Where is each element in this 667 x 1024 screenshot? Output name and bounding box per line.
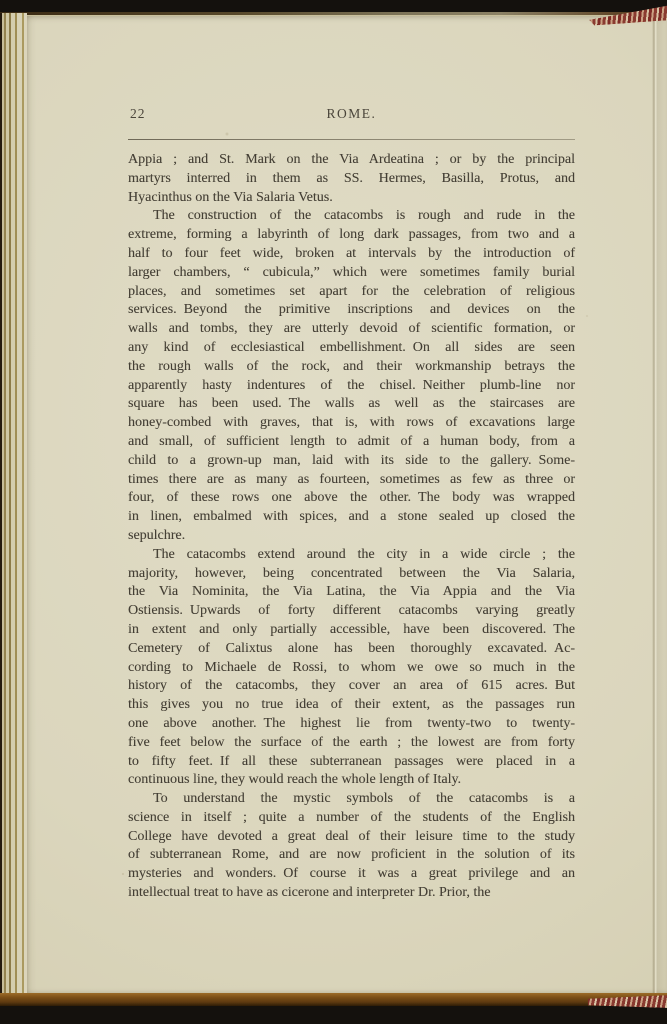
book-page	[27, 15, 667, 994]
text-line: intellectual treat to have as cicerone and interpreter Dr. Prior, the	[128, 885, 491, 901]
text-line: square has been used. The walls as well as the staircases are	[128, 396, 575, 412]
text-line: The catacombs extend around the city in a wide circle ; the	[153, 546, 575, 562]
page-header	[128, 106, 575, 124]
text-line: times there are as many as fourteen, sometimes as few as three or	[128, 471, 575, 487]
text-line: places, and sometimes set apart for the celebration of religious	[128, 283, 575, 299]
text-line: mysteries and wonders. Of course it was a great privilege and an	[128, 866, 575, 882]
left-page-stack	[0, 13, 27, 993]
text-line: science in itself ; quite a number of the students of the English	[128, 809, 575, 825]
text-line: any kind of ecclesiastical embellishment. On all sides are seen	[128, 339, 575, 355]
text-line: Cemetery of Calixtus alone has been thoroughly excavated. Ac-	[128, 640, 575, 656]
text-line: and small, of sufficient length to admit of a human body, from a	[128, 433, 575, 449]
text-block	[128, 106, 575, 946]
page-gutter-shading	[657, 16, 667, 994]
text-line: honey-combed with graves, that is, with rows of excavations large	[128, 415, 575, 431]
text-line: to fifty feet. If all these subterranean passages were placed in a	[128, 753, 575, 769]
text-line: one above another. The highest lie from twenty-two to twenty-	[128, 715, 575, 731]
text-line: larger chambers, “ cubicula,” which were sometimes family burial	[128, 264, 575, 280]
text-line: apparently hasty indentures of the chisel. Neither plumb-line nor	[128, 377, 575, 393]
text-line: four, of these rows one above the other. The body was wrapped	[128, 490, 575, 506]
text-line: child to a grown-up man, laid with its side to the gallery. Some-	[128, 452, 575, 468]
text-line: To understand the mystic symbols of the catacombs is a	[153, 791, 575, 807]
running-title: ROME.	[326, 106, 377, 121]
text-line: half to four feet wide, broken at intervals by the introduction of	[128, 245, 575, 261]
text-line: extreme, forming a labyrinth of long dark passages, from two and a	[128, 227, 575, 243]
cover-bottom-edge	[0, 993, 667, 1006]
text-line: The construction of the catacombs is rough and rude in the	[153, 208, 575, 224]
text-line: services. Beyond the primitive inscriptions and devices on the	[128, 302, 575, 318]
text-line: in extent and only partially accessible, have been discovered. The	[128, 621, 575, 637]
text-line: Ostiensis. Upwards of forty different catacombs varying greatly	[128, 603, 575, 619]
text-line: this gives you no true idea of their extent, as the passages run	[128, 697, 575, 713]
text-line: of subterranean Rome, and are now proficient in the solution of its	[128, 847, 575, 863]
text-line: in linen, embalmed with spices, and a stone sealed up closed the	[128, 509, 575, 525]
text-line: walls and tombs, they are utterly devoid of scientific formation, or	[128, 321, 575, 337]
text-line: martyrs interred in them as SS. Hermes, Basilla, Protus, and	[128, 170, 575, 186]
page-number: 22	[130, 106, 146, 121]
text-line: continuous line, they would reach the whole length of Italy.	[128, 772, 462, 788]
text-line: Hyacinthus on the Via Salaria Vetus.	[128, 189, 333, 205]
text-line: Appia ; and St. Mark on the Via Ardeatina ; or by the principal	[128, 152, 575, 167]
text-line: history of the catacombs, they cover an area of 615 acres. But	[128, 678, 575, 694]
text-line: majority, however, being concentrated between the Via Salaria,	[128, 565, 575, 581]
text-line: the rough walls of the rock, and their workmanship betrays the	[128, 358, 575, 374]
header-rule	[128, 139, 575, 140]
text-line: sepulchre.	[128, 527, 186, 543]
text-line: five feet below the surface of the earth ; the lowest are from forty	[128, 734, 575, 750]
text-line: cording to Michaele de Rossi, to whom we owe so much in the	[128, 659, 575, 675]
text-line: College have devoted a great deal of their leisure time to the study	[128, 828, 575, 844]
body-text	[128, 151, 575, 903]
text-line: the Via Nominita, the Via Latina, the Via Appia and the Via	[128, 584, 575, 600]
